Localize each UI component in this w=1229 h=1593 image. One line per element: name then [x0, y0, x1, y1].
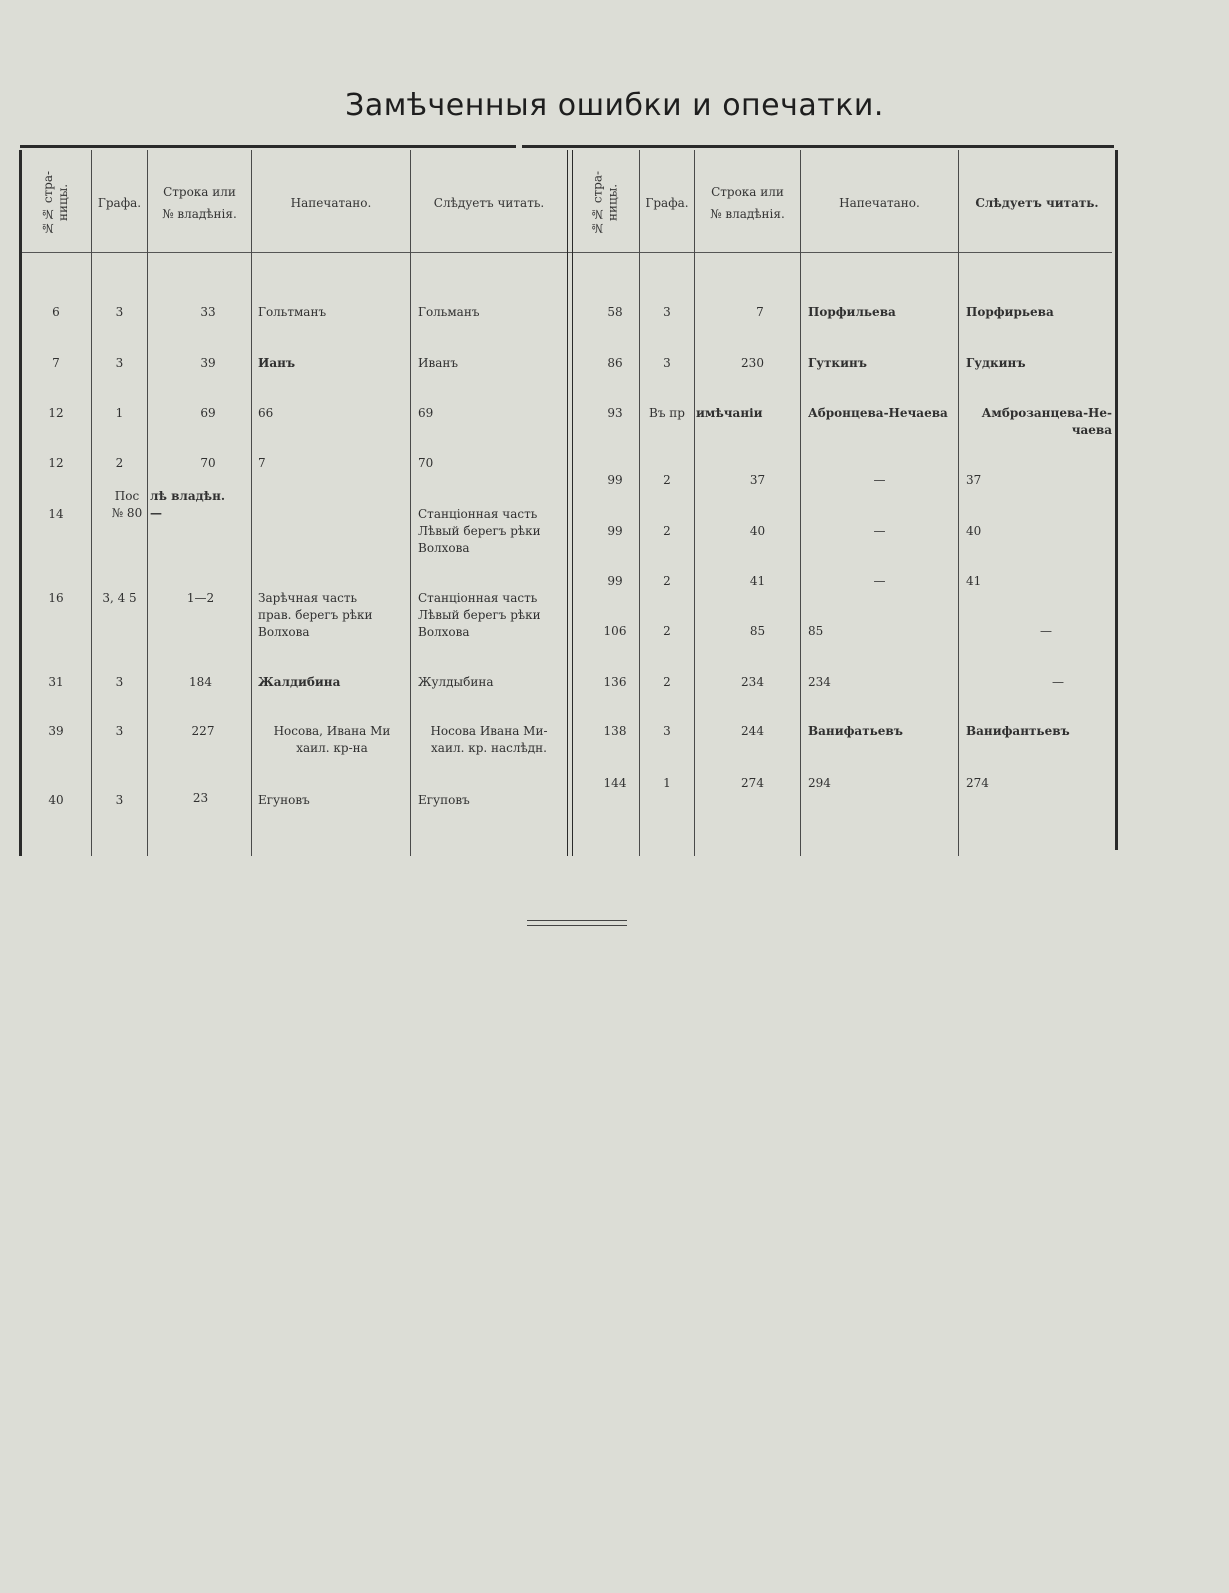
cell-graph: 2 [663, 524, 671, 538]
cell-should-read: 37 [966, 473, 982, 487]
cell-printed: Ванифатьевъ [808, 724, 903, 738]
cell-page: 6 [52, 305, 60, 319]
cell-page: 7 [52, 356, 60, 370]
cell-graph: 3 [115, 675, 124, 689]
cell-line: 234 [741, 675, 764, 689]
cell-should-read: Егуповъ [418, 793, 470, 807]
cell-page: 99 [607, 473, 623, 487]
top-rule-right [522, 145, 1114, 148]
header-line-or-property: Строка или № владѣнія. [710, 184, 785, 221]
cell-printed: Носова, Ивана Ми хаил. кр-на [273, 724, 391, 755]
cell-graph: 3, 4 5 [102, 591, 137, 605]
cell-printed: Гольтманъ [258, 305, 327, 319]
end-ornament-line [527, 925, 627, 926]
cell-printed: Гуткинъ [808, 356, 867, 370]
cell-line: 40 [749, 524, 766, 538]
cell-page: 99 [607, 524, 623, 538]
cell-line: 69 [200, 406, 216, 420]
cell-should-read: Иванъ [418, 356, 459, 370]
header-should-read: Слѣдуетъ читать. [975, 195, 1099, 210]
cell-line: имѣчаніи [696, 406, 763, 420]
cell-page: 58 [607, 305, 623, 319]
cell-graph: 2 [115, 456, 124, 470]
cell-printed: Зарѣчная часть прав. берегъ рѣки Волхова [258, 591, 373, 639]
header-printed: Напечатано. [839, 195, 920, 210]
cell-page: 138 [603, 724, 627, 738]
cell-page: 16 [48, 591, 64, 605]
cell-line: 33 [200, 305, 216, 319]
cell-should-read: Ванифантьевъ [966, 724, 1070, 738]
page-title: Замѣченныя ошибки и опечатки. [345, 88, 884, 123]
cell-should-read: 70 [418, 456, 434, 470]
cell-graph: 3 [663, 305, 671, 319]
cell-graph: 2 [663, 473, 671, 487]
cell-page: 106 [603, 624, 627, 638]
cell-graph: 3 [115, 724, 124, 738]
header-rule [20, 252, 1112, 253]
cell-printed: 66 [258, 406, 274, 420]
cell-printed: Ианъ [258, 356, 296, 370]
cell-graph: 1 [115, 406, 124, 420]
header-printed: Напечатано. [290, 195, 372, 210]
cell-line: 85 [749, 624, 766, 638]
cell-printed: Жалдибина [258, 675, 341, 689]
column-divider [800, 150, 801, 856]
cell-printed: Егуновъ [258, 793, 310, 807]
cell-printed: — [873, 524, 886, 538]
top-rule-left [20, 145, 516, 148]
cell-line: 41 [749, 574, 766, 588]
cell-page: 12 [48, 456, 64, 470]
cell-line: 37 [749, 473, 766, 487]
cell-printed: 234 [808, 675, 831, 689]
cell-graph: 3 [115, 356, 124, 370]
cell-graph: 3 [115, 793, 124, 807]
column-divider [694, 150, 695, 856]
cell-graph: Пос № 80 [111, 489, 143, 520]
cell-line: 230 [741, 356, 764, 370]
cell-line: 23 [192, 791, 209, 805]
cell-graph: 3 [115, 305, 124, 319]
column-divider [251, 150, 252, 856]
cell-should-read: 41 [966, 574, 982, 588]
cell-graph: 1 [663, 776, 671, 790]
cell-line: 7 [756, 305, 764, 319]
cell-should-read: Гольманъ [418, 305, 480, 319]
column-divider [639, 150, 640, 856]
table-right-border [1115, 150, 1118, 850]
cell-page: 93 [607, 406, 623, 420]
cell-page: 40 [48, 793, 64, 807]
cell-should-read: Гудкинъ [966, 356, 1026, 370]
header-should-read: Слѣдуетъ читать. [433, 195, 545, 210]
cell-line: 39 [200, 356, 216, 370]
header-page-number: №№ стра- ницы. [590, 170, 620, 235]
cell-line: 244 [741, 724, 764, 738]
cell-should-read: 274 [966, 776, 989, 790]
cell-page: 31 [48, 675, 64, 689]
cell-line: 70 [200, 456, 216, 470]
cell-graph: 3 [663, 724, 671, 738]
cell-page: 144 [603, 776, 627, 790]
cell-printed: — [873, 473, 886, 487]
cell-line: 227 [191, 724, 215, 738]
cell-should-read: — [1052, 675, 1064, 689]
cell-page: 86 [607, 356, 623, 370]
cell-should-read: Порфирьева [966, 305, 1054, 319]
cell-printed: — [873, 574, 886, 588]
cell-graph: 2 [663, 675, 671, 689]
cell-should-read: Носова Ивана Ми- хаил. кр. наслѣдн. [430, 724, 548, 755]
cell-printed: 85 [808, 624, 824, 638]
table-left-border [19, 150, 22, 856]
cell-page: 12 [48, 406, 64, 420]
cell-line: 1—2 [186, 591, 215, 605]
header-graph: Графа. [97, 195, 142, 210]
end-ornament-line [527, 920, 627, 921]
header-page-number: №№ стра- ницы. [41, 170, 70, 235]
cell-graph: Въ пр [649, 406, 685, 420]
header-graph: Графа. [645, 195, 689, 210]
cell-should-read: Жулдыбина [418, 675, 494, 689]
table-center-divider [567, 150, 573, 856]
header-line-or-property: Строка или № владѣнія. [162, 184, 237, 221]
cell-line: 274 [741, 776, 764, 790]
cell-should-read: Станціонная часть Лѣвый берегъ рѣки Волхова [418, 591, 541, 639]
cell-printed: Абронцева-Нечаева [808, 406, 948, 420]
cell-should-read: Станціонная часть Лѣвый берегъ рѣки Волхова [418, 507, 541, 555]
cell-page: 99 [607, 574, 623, 588]
cell-printed: 294 [808, 776, 831, 790]
cell-graph: 3 [663, 356, 671, 370]
cell-should-read: Амброзанцева-Не- чаева [981, 406, 1112, 437]
cell-page: 136 [603, 675, 627, 689]
cell-should-read: 40 [966, 524, 982, 538]
cell-graph: 2 [663, 624, 671, 638]
cell-printed: 7 [258, 456, 266, 470]
cell-line: лѣ владѣн. — [150, 489, 226, 520]
cell-page: 14 [48, 507, 64, 521]
cell-line: 184 [189, 675, 212, 689]
cell-printed: Порфильева [808, 305, 896, 319]
cell-page: 39 [48, 724, 64, 738]
cell-should-read: — [1040, 624, 1052, 638]
column-divider [958, 150, 959, 856]
cell-should-read: 69 [418, 406, 434, 420]
cell-graph: 2 [663, 574, 671, 588]
